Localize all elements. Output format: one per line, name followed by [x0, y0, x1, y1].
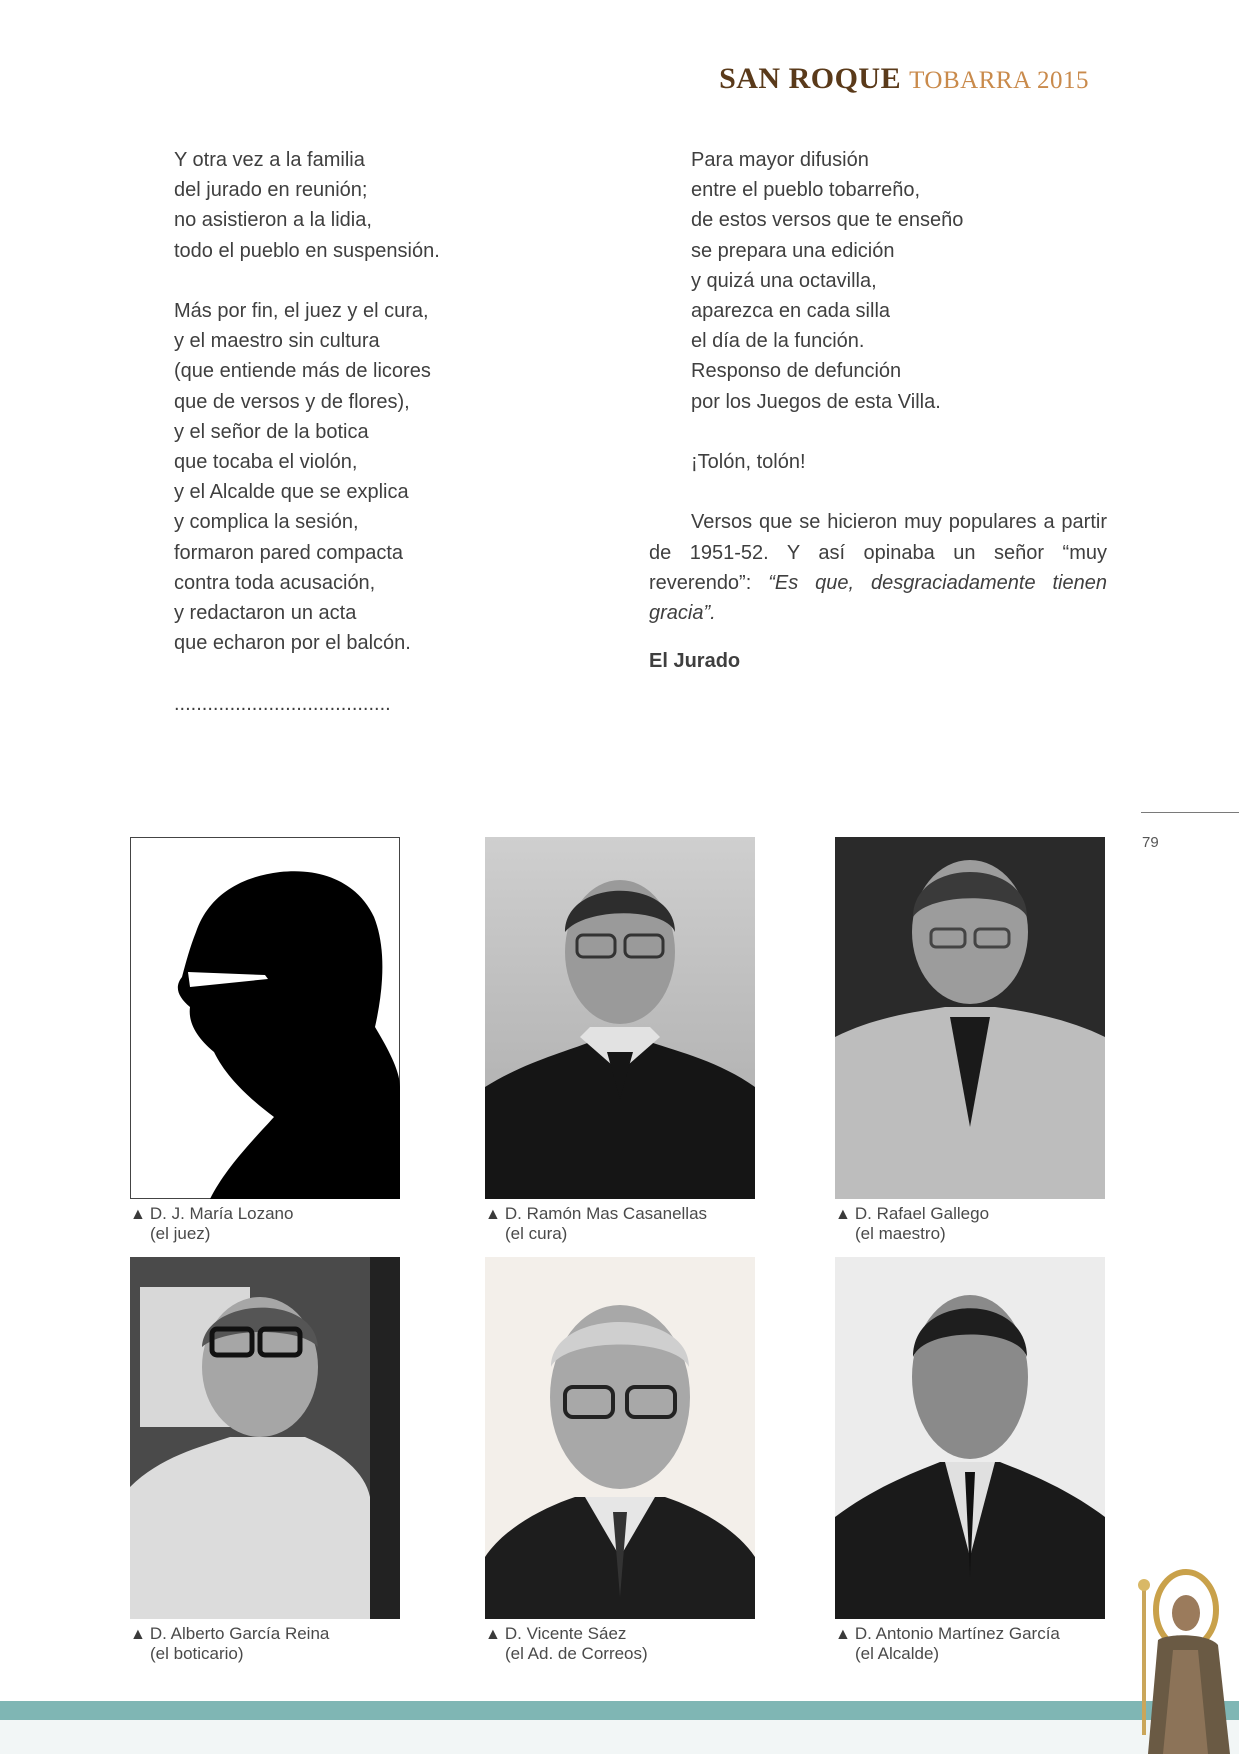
caption-role: (el Ad. de Correos) — [505, 1644, 648, 1663]
verse-line: y el Alcalde que se explica — [174, 481, 409, 504]
photo-caption — [835, 1624, 1060, 1663]
triangle-marker-icon: ▲ — [130, 1626, 146, 1643]
verse-line: Más por fin, el juez y el cura, — [174, 300, 429, 322]
caption-role: (el juez) — [150, 1224, 211, 1243]
verse-line: de estos versos que te enseño — [691, 209, 964, 232]
verse-line: y quizá una octavilla, — [691, 269, 877, 292]
photo-caption — [130, 1624, 329, 1663]
caption-name: D. Antonio Martínez García — [854, 1624, 1060, 1643]
caption-name: D. Ramón Mas Casanellas — [504, 1204, 708, 1223]
ellipsis-line: ....................................... — [174, 692, 391, 715]
caption-role: (el Alcalde) — [855, 1644, 940, 1663]
caption-name: D. J. María Lozano — [149, 1204, 294, 1223]
commentary-quote: “Es que, desgraciadamente tienen gracia”. — [649, 571, 1107, 625]
page-number-rule — [1141, 812, 1239, 813]
photo-portrait-boticario — [130, 1257, 400, 1619]
verse-line: que de versos y de flores), — [174, 390, 410, 413]
caption-role: (el boticario) — [150, 1644, 244, 1663]
photo-caption — [130, 1204, 293, 1243]
verse-line: Responso de defunción — [691, 360, 902, 383]
verse-line: Y otra vez a la familia — [174, 149, 365, 171]
verse-line: del jurado en reunión; — [174, 179, 368, 202]
verse-line: todo el pueblo en suspensión. — [174, 239, 440, 262]
refrain-line: ¡Tolón, tolón! — [691, 451, 806, 474]
photo-caption — [835, 1204, 989, 1243]
magazine-title: SAN ROQUE — [719, 62, 902, 95]
san-roque-statue-image — [1118, 1555, 1239, 1754]
caption-name: D. Vicente Sáez — [504, 1624, 627, 1643]
verse-line: contra toda acusación, — [174, 571, 376, 594]
triangle-marker-icon: ▲ — [835, 1206, 851, 1223]
triangle-marker-icon: ▲ — [485, 1626, 501, 1643]
footer-band — [0, 1701, 1239, 1720]
verse-line: (que entiende más de licores — [174, 360, 431, 383]
photo-portrait-correos — [485, 1257, 755, 1619]
verse-line: el día de la función. — [691, 330, 865, 353]
photo-silhouette-juez — [130, 837, 400, 1199]
triangle-marker-icon: ▲ — [485, 1206, 501, 1223]
verse-line: aparezca en cada silla — [691, 300, 891, 323]
magazine-subtitle: TOBARRA 2015 — [909, 67, 1089, 94]
photo-caption — [485, 1204, 707, 1243]
verse-line: Para mayor difusión — [691, 149, 869, 171]
photo-portrait-alcalde — [835, 1257, 1105, 1619]
signature: El Jurado — [649, 650, 741, 673]
verse-line: que echaron por el balcón. — [174, 632, 411, 655]
triangle-marker-icon: ▲ — [130, 1206, 146, 1223]
caption-role: (el maestro) — [855, 1224, 946, 1243]
verse-line: y el maestro sin cultura — [174, 330, 380, 353]
poem-right-column — [649, 145, 1107, 676]
photo-portrait-cura — [485, 837, 755, 1199]
verse-line: se prepara una edición — [691, 239, 895, 262]
caption-name: D. Alberto García Reina — [149, 1624, 330, 1643]
commentary-text: Versos que se hicieron muy populares a partir de 1951-52. Y así opinaba un señor “muy reverendo”: — [649, 511, 1107, 594]
commentary-paragraph — [649, 507, 1107, 628]
page-number: 79 — [1142, 834, 1159, 851]
photo-caption — [485, 1624, 648, 1663]
verse-line: que tocaba el violón, — [174, 451, 358, 474]
caption-role: (el cura) — [505, 1224, 568, 1243]
verse-line: y el señor de la botica — [174, 420, 369, 443]
photo-portrait-maestro — [835, 837, 1105, 1199]
verse-line: por los Juegos de esta Villa. — [691, 390, 941, 413]
verse-line: entre el pueblo tobarreño, — [691, 179, 921, 202]
triangle-marker-icon: ▲ — [835, 1626, 851, 1643]
verse-line: y complica la sesión, — [174, 511, 359, 534]
verse-line: formaron pared compacta — [174, 541, 404, 564]
footer-background — [0, 1720, 1239, 1754]
poem-left-column — [174, 145, 614, 719]
verse-line: y redactaron un acta — [174, 602, 357, 625]
caption-name: D. Rafael Gallego — [854, 1204, 990, 1223]
verse-line: no asistieron a la lidia, — [174, 209, 372, 232]
page-header — [719, 62, 1089, 96]
